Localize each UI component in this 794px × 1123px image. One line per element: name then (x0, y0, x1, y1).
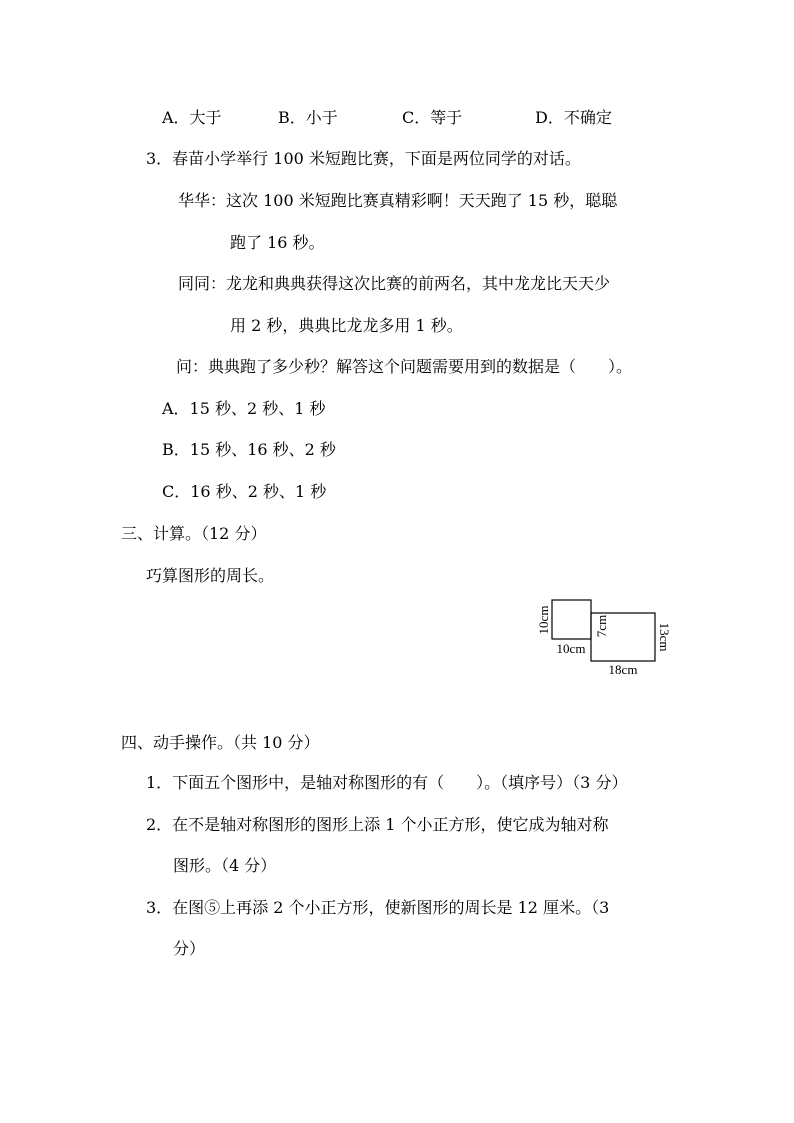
section4-q2-line2: 图形。（4 分） (173, 856, 277, 875)
option-b: B．小于 (278, 108, 338, 127)
q3-huahua-line2: 跑了 16 秒。 (230, 233, 325, 252)
q3-huahua-line1: 华华：这次 100 米短跑比赛真精彩啊！天天跑了 15 秒，聪聪 (178, 191, 618, 210)
label-small-bottom: 10cm (556, 641, 586, 656)
option-c: C．等于 (402, 108, 463, 127)
q3-option-b: B．15 秒、16 秒、2 秒 (162, 440, 336, 459)
section4-q3-line1: 3．在图⑤上再添 2 个小正方形，使新图形的周长是 12 厘米。（3 (146, 898, 610, 917)
small-square (552, 600, 591, 639)
section4-q1: 1．下面五个图形中，是轴对称图形的有（ ）。（填序号）（3 分） (146, 773, 628, 792)
option-d: D．不确定 (535, 108, 612, 127)
section4-title: 四、动手操作。（共 10 分） (121, 733, 320, 752)
q3-tongtong-line1: 同同：龙龙和典典获得这次比赛的前两名，其中龙龙比天天少 (178, 274, 611, 293)
perimeter-figure (530, 594, 680, 682)
q3-option-c: C．16 秒、2 秒、1 秒 (162, 482, 327, 501)
q3-stem: 3．春苗小学举行 100 米短跑比赛，下面是两位同学的对话。 (146, 149, 581, 168)
label-gap: 7cm (594, 614, 609, 638)
label-big-bottom: 18cm (608, 662, 638, 677)
section4-q2-line1: 2．在不是轴对称图形的图形上添 1 个小正方形，使它成为轴对称 (146, 815, 609, 834)
label-big-right: 13cm (657, 622, 672, 652)
q3-tongtong-line2: 用 2 秒，典典比龙龙多用 1 秒。 (230, 316, 463, 335)
q3-question: 问：典典跑了多少秒？解答这个问题需要用到的数据是（ ）。 (176, 357, 633, 376)
section3-prompt: 巧算图形的周长。 (146, 566, 275, 585)
option-a: A．大于 (162, 108, 222, 127)
section3-title: 三、计算。（12 分） (121, 524, 267, 543)
q3-option-a: A．15 秒、2 秒、1 秒 (162, 399, 326, 418)
section4-q3-line2: 分） (173, 939, 206, 958)
label-small-left: 10cm (536, 605, 551, 635)
